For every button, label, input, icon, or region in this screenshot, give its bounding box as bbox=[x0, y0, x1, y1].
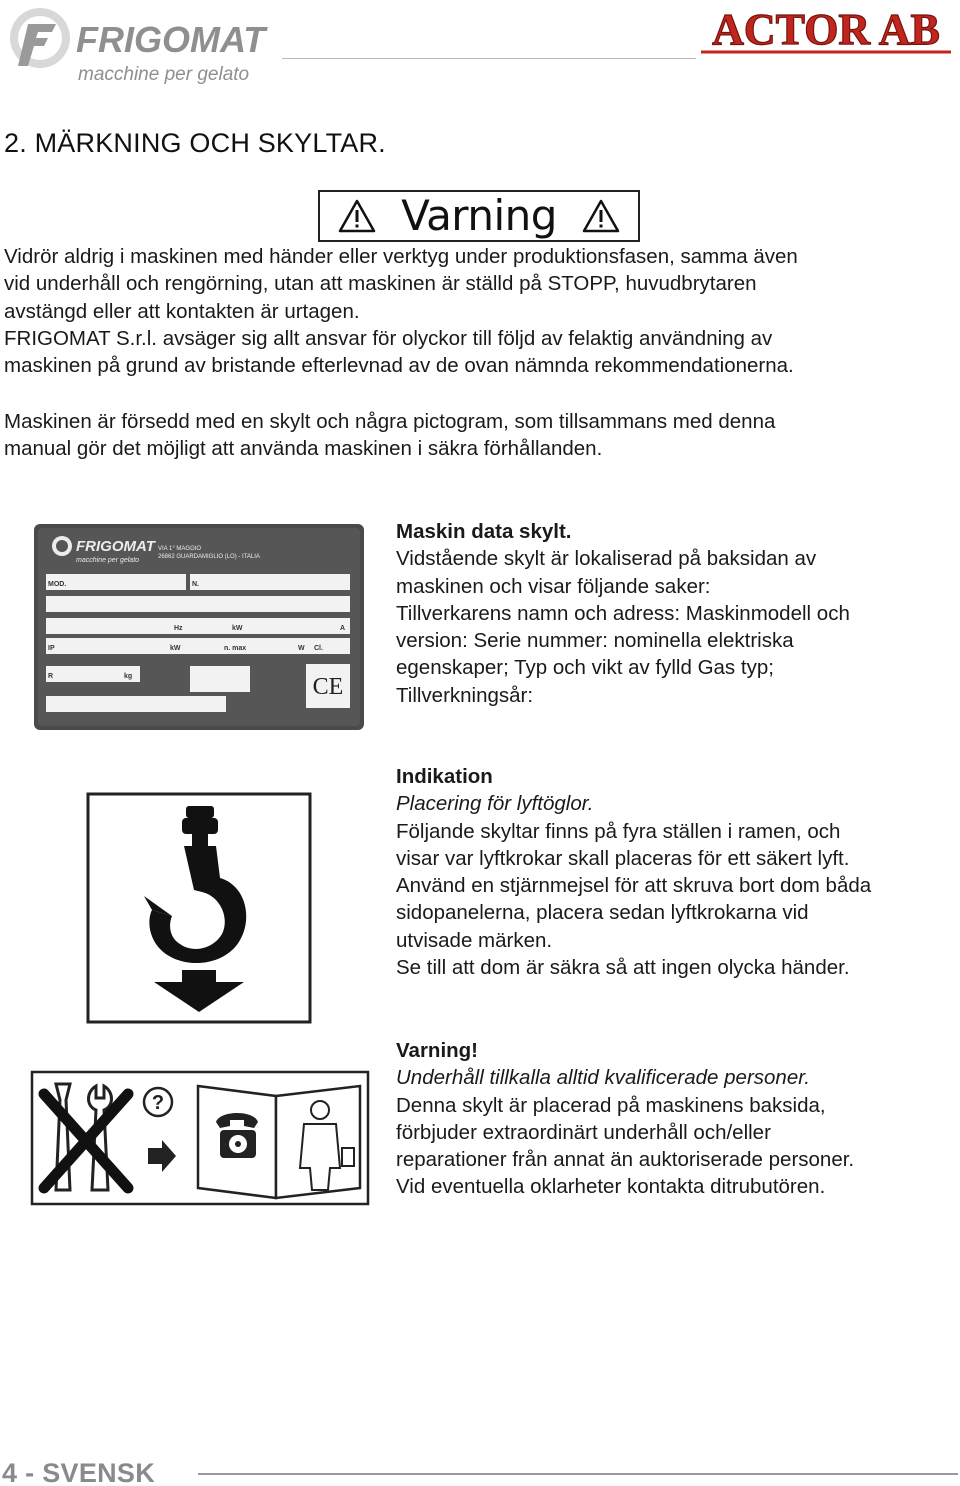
plate-a-label: A bbox=[340, 625, 346, 632]
plate-kw-label: kW bbox=[232, 625, 243, 632]
liability-paragraph bbox=[4, 325, 944, 380]
maintenance-warning-sign-icon bbox=[30, 1070, 370, 1206]
ce-mark-icon: CE bbox=[312, 674, 344, 700]
section-heading: 2. MÄRKNING OCH SKYLTAR. bbox=[4, 128, 386, 158]
plate-kg-label: kg bbox=[124, 673, 133, 680]
frigomat-wordmark: FRIGOMAT bbox=[76, 19, 266, 60]
paragraph-line: vid underhåll och rengörning, utan att maskinen är ställd på STOPP, huvudbrytaren bbox=[4, 272, 757, 296]
varning-subtitle: Underhåll tillkalla alltid kvalificerade personer. bbox=[396, 1066, 810, 1090]
warning-triangle-icon bbox=[582, 199, 620, 233]
description-line: visar var lyftkrokar skall placeras för ett säkert lyft. bbox=[396, 846, 850, 870]
actor-ab-logo bbox=[695, 4, 957, 60]
data-plate-description bbox=[396, 518, 956, 709]
maintenance-warning-description bbox=[396, 1037, 956, 1201]
manual-book-icon bbox=[198, 1086, 360, 1198]
indikation-subtitle: Placering för lyftöglor. bbox=[396, 792, 594, 816]
description-line: reparationer från annat än auktoriserade personer. bbox=[396, 1148, 855, 1172]
varning-heading: Varning! bbox=[396, 1039, 479, 1062]
description-line: förbjuder extraordinärt underhåll och/eller bbox=[396, 1120, 771, 1144]
plate-address-2: 26862 GUARDAMIGLIO (LO) - ITALIA bbox=[158, 554, 260, 560]
signage-paragraph bbox=[4, 408, 944, 463]
description-line: Följande skyltar finns på fyra ställen i ramen, och bbox=[396, 819, 841, 843]
description-line: Se till att dom är säkra så att ingen olycka händer. bbox=[396, 956, 850, 980]
plate-w-label: W bbox=[298, 645, 305, 652]
plate-r-label: R bbox=[48, 673, 54, 680]
plate-mod-label: MOD. bbox=[48, 581, 67, 588]
paragraph-line: maskinen på grund av bristande efterlevnad av de ovan nämnda rekommendationerna. bbox=[4, 354, 794, 378]
page-number-label: 4 - SVENSK bbox=[2, 1458, 156, 1486]
paragraph-line: Maskinen är försedd med en skylt och några pictogram, som tillsammans med denna bbox=[4, 410, 776, 433]
description-line: version: Serie nummer: nominella elektriska bbox=[396, 629, 794, 653]
frigomat-logo bbox=[6, 4, 276, 86]
description-line: Tillverkningsår: bbox=[396, 683, 534, 707]
data-plate-heading: Maskin data skylt. bbox=[396, 520, 572, 543]
description-line: maskinen och visar följande saker: bbox=[396, 574, 711, 598]
warning-triangle-icon bbox=[338, 199, 376, 233]
frigomat-tagline: macchine per gelato bbox=[78, 64, 250, 85]
description-line: Använd en stjärnmejsel för att skruva bort dom båda bbox=[396, 874, 872, 898]
plate-hz-label: Hz bbox=[174, 625, 183, 632]
plate-address-1: VIA 1° MAGGIO bbox=[158, 546, 202, 552]
header-divider bbox=[282, 58, 696, 59]
paragraph-line: avstängd eller att kontakten är urtagen. bbox=[4, 299, 360, 323]
description-line: Tillverkarens namn och adress: Maskinmodell och bbox=[396, 601, 850, 625]
paragraph-line: FRIGOMAT S.r.l. avsäger sig allt ansvar för olyckor till följd av felaktig användning av bbox=[4, 327, 773, 350]
plate-cl-label: Cl. bbox=[314, 645, 323, 652]
warning-banner bbox=[318, 190, 640, 242]
description-line: egenskaper; Typ och vikt av fylld Gas typ; bbox=[396, 656, 774, 680]
svg-text:?: ? bbox=[151, 1092, 165, 1114]
description-line: Denna skylt är placerad på maskinens baksida, bbox=[396, 1093, 826, 1117]
plate-brand: FRIGOMAT bbox=[76, 538, 155, 555]
indikation-heading: Indikation bbox=[396, 765, 493, 788]
frigomat-mark-icon bbox=[10, 8, 70, 68]
plate-kw2-label: kW bbox=[170, 645, 181, 652]
footer-divider bbox=[198, 1473, 958, 1475]
plate-ip-label: IP bbox=[48, 645, 55, 652]
paragraph-line: manual gör det möjligt att använda maskinen i säkra förhållanden. bbox=[4, 437, 603, 461]
paragraph-line: Vidrör aldrig i maskinen med händer eller verktyg under produktionsfasen, samma även bbox=[4, 245, 798, 268]
machine-data-plate-image bbox=[34, 524, 364, 730]
description-line: utvisade märken. bbox=[396, 928, 553, 952]
description-line: sidopanelerna, placera sedan lyftkrokarna vid bbox=[396, 901, 809, 925]
actor-ab-wordmark: ACTOR AB bbox=[712, 5, 940, 54]
description-line: Vidstående skylt är lokaliserad på baksidan av bbox=[396, 547, 817, 571]
warning-banner-title: Varning bbox=[401, 191, 557, 240]
plate-n-label: N. bbox=[192, 581, 199, 588]
plate-nmax-label: n. max bbox=[224, 645, 247, 652]
lifting-hook-sign-icon bbox=[86, 792, 312, 1024]
description-line: Vid eventuella oklarheter kontakta ditrubutören. bbox=[396, 1175, 826, 1199]
plate-tagline: macchine per gelato bbox=[76, 557, 140, 564]
lifting-points-description bbox=[396, 763, 956, 981]
warning-paragraph bbox=[4, 243, 944, 325]
